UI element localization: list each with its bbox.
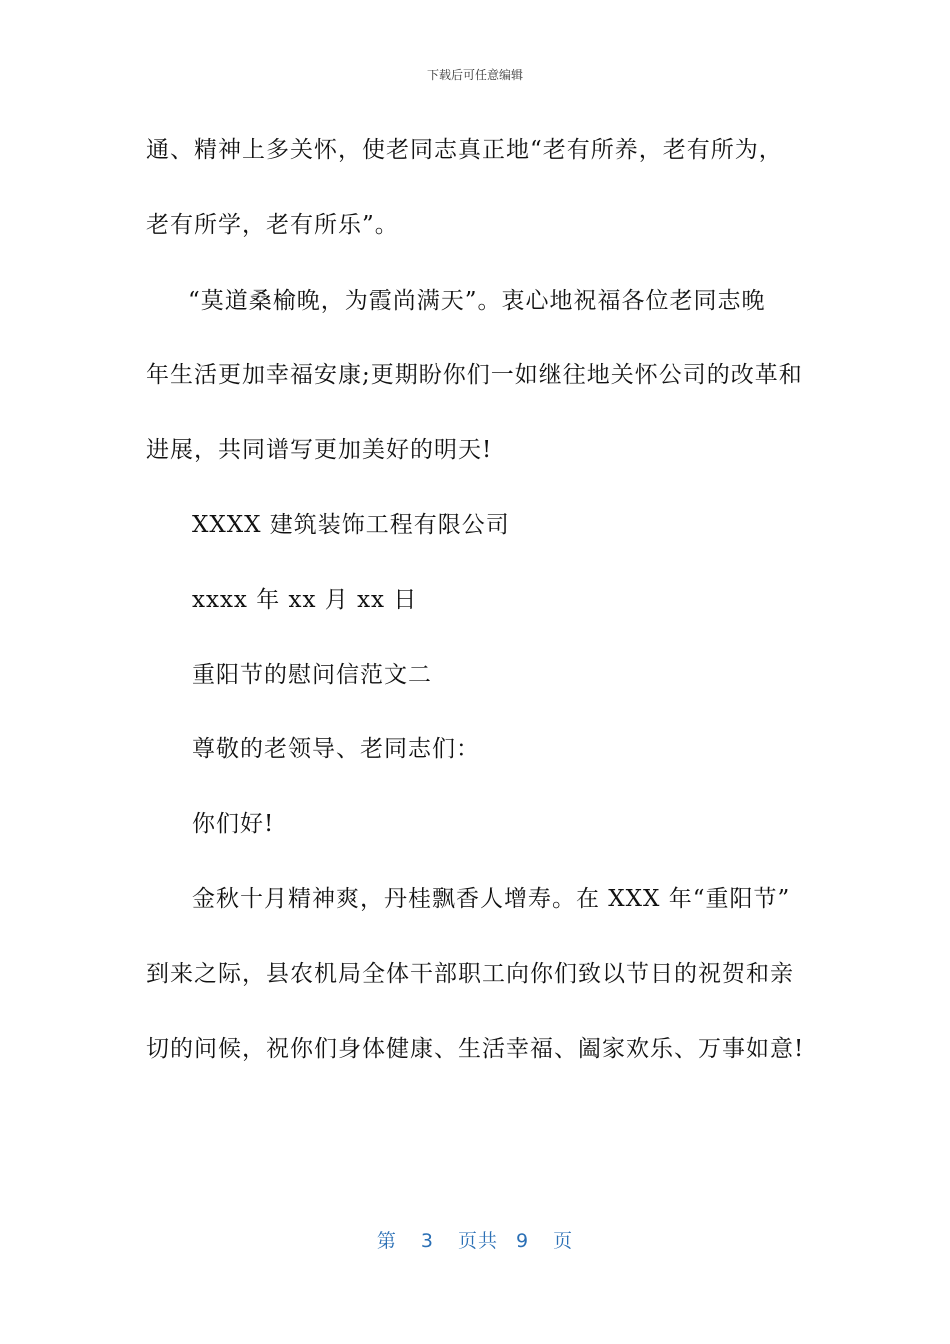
page-suffix: 页 bbox=[553, 1230, 574, 1252]
date-line: xxxx 年 xx 月 xx 日 bbox=[192, 587, 418, 613]
current-page-number: 3 bbox=[420, 1230, 434, 1252]
text-line: 金秋十月精神爽，丹桂飘香人增寿。在 XXX 年“重阳节” bbox=[192, 886, 791, 912]
total-pages-number: 9 bbox=[516, 1230, 530, 1252]
text-line: 通、精神上多关怀，使老同志真正地“老有所养，老有所为， bbox=[146, 137, 783, 163]
greeting: 你们好! bbox=[192, 811, 275, 837]
text-line: 年生活更加幸福安康;更期盼你们一如继往地关怀公司的改革和 bbox=[146, 362, 803, 388]
text-line: 到来之际，县农机局全体干部职工向你们致以节日的祝贺和亲 bbox=[146, 961, 794, 987]
section-title: 重阳节的慰问信范文二 bbox=[192, 662, 432, 688]
text-line: 老有所学，老有所乐”。 bbox=[146, 212, 399, 238]
salutation: 尊敬的老领导、老同志们： bbox=[192, 736, 480, 762]
text-line: 进展，共同谱写更加美好的明天! bbox=[146, 437, 493, 463]
header-note: 下载后可任意编辑 bbox=[426, 68, 523, 82]
page-indicator bbox=[0, 1226, 950, 1253]
page-prefix: 第 bbox=[376, 1230, 397, 1252]
page-middle: 页共 bbox=[457, 1230, 498, 1252]
text-line: 切的问候，祝你们身体健康、生活幸福、阖家欢乐、万事如意! bbox=[146, 1036, 805, 1062]
text-line: “莫道桑榆晚，为霞尚满天”。衷心地祝福各位老同志晚 bbox=[188, 288, 766, 314]
company-name: XXXX 建筑装饰工程有限公司 bbox=[192, 512, 510, 538]
